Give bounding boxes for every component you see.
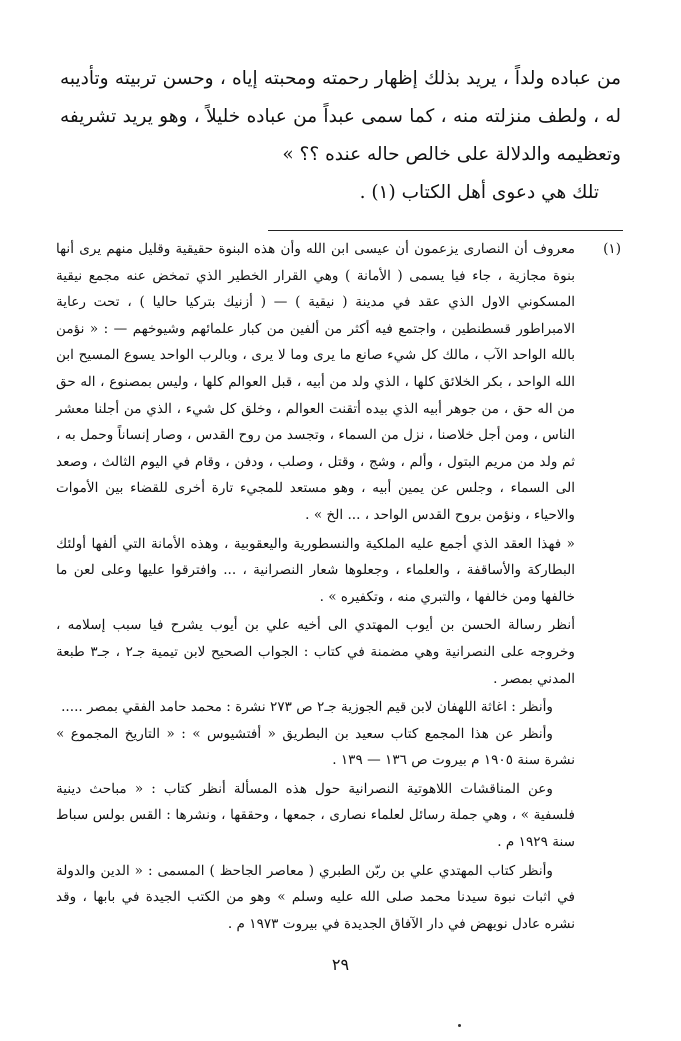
footnotes [56, 236, 621, 937]
footnote-paragraph: أنظر رسالة الحسن بن أيوب المهتدي الى أخيه علي بن أيوب يشرح فيا سبب إسلامه ، وخروجه على النصرانية وهي مضمنة في كتاب : الجواب الصحيح لابن تيمية جـ٢ ، جـ٣ طبعة المدني بمصر . [56, 617, 576, 687]
footnote-number: (١) [603, 241, 621, 257]
footnote-separator [268, 230, 623, 231]
footnote-body [56, 236, 575, 937]
footnote-paragraph: وعن المناقشات اللاهوتية النصرانية حول هذه المسألة أنظر كتاب : « مباحث دينية فلسفية » ، وهي جملة رسائل لعلماء نصارى ، جمعها ، وحققها ، ونشرها : القس بولس سباط سنة ١٩٢٩ م . [56, 780, 575, 851]
page-number: ٢٩ [331, 955, 350, 974]
footnote-paragraph: وأنظر : اغاثة اللهفان لابن قيم الجوزية جـ٢ ص ٢٧٣ نشرة : محمد حامد الفقي بمصر ..... [61, 699, 553, 716]
footnote-paragraph: « فهذا العقد الذي أجمع عليه الملكية والنسطورية واليعقوبية ، وهذه الأمانة التي ألفها أولئك البطاركة والأساقفة ، والعلماء ، وجعلوها شعار النصرانية ، ... وافترقوا عليها وعلى لعن ما خالفها ومن خالفها ، والتبري منه ، وتكفيره » . [56, 535, 575, 605]
main-closing-line: تلك هي دعوى أهل الكتاب (١) . [359, 182, 599, 203]
footnote-1 [56, 236, 621, 937]
main-text [60, 60, 621, 212]
main-paragraph: من عباده ولداً ، يريد بذلك إظهار رحمته ومحبته إياه ، وحسن تربيته وتأديبه له ، ولطف منزلته منه ، كما سمى عبداً من عباده خليلاً ، وهو يريد تشريفه وتعظيمه والدلالة على خالص حاله عنده ؟؟ » [60, 68, 621, 165]
footnote-paragraph: وأنظر كتاب المهتدي علي بن ربّن الطبري ( معاصر الجاحظ ) المسمى : « الدين والدولة في اثبات نبوة سيدنا محمد صلى الله عليه وسلم » وهو من الكتب الجيدة في بابها ، وقد نشره عادل نويهض في دار الآفاق الجديدة في بيروت ١٩٧٣ م . [56, 862, 575, 932]
footnote-paragraph: معروف أن النصارى يزعمون أن عيسى ابن الله وأن هذه البنوة حقيقية وقليل منهم يرى أنها بنوة مجازية ، جاء فيا يسمى ( الأمانة ) وهي القرار الخطير الذي تمخض عنه مجمع نيقية المسكوني الاول الذي عقد في مدينة ( نيقية ) — ( أزنيك بتركيا حاليا ) ، تحت رعاية الامبراطور قسطنطين ، واجتمع فيه أكثر من ألفين من كبار علمائهم وشيوخهم — : « نؤمن بالله الواحد الآب ، مالك كل شيء صانع ما يرى وما لا يرى ، وبالرب الواحد يسوع المسيح ابن الله الواحد ، بكر الخلائق كلها ، الذي ولد من أبيه ، قبل العوالم كلها ، وليس بمصنوع ، اله حق من اله حق ، من جوهر أبيه الذي بيده أتقنت العوالم ، وخلق كل شيء ، الذي من أجلنا معشر الناس ، ومن أجل خلاصنا ، نزل من السماء ، وتجسد من روح القدس ، وصار إنساناً وحمل به ، ثم ولد من مريم البتول ، وألم ، وشج ، وقتل ، وصلب ، ودفن ، وقام في اليوم الثالث ، وصعد الى السماء ، وجلس عن يمين أبيه ، وهو مستعد للمجيء تارة أخرى للقضاء بين الأموات والاحياء ، ونؤمن بروح القدس الواحد ، ... الخ » . [56, 241, 575, 523]
footnote-paragraph: وأنظر عن هذا المجمع كتاب سعيد بن البطريق « أفتشيوس » : « التاريخ المجموع » نشرة سنة ١٩٠٥ م بيروت ص ١٣٦ — ١٣٩ . [56, 725, 575, 769]
scan-speck [458, 1024, 461, 1027]
